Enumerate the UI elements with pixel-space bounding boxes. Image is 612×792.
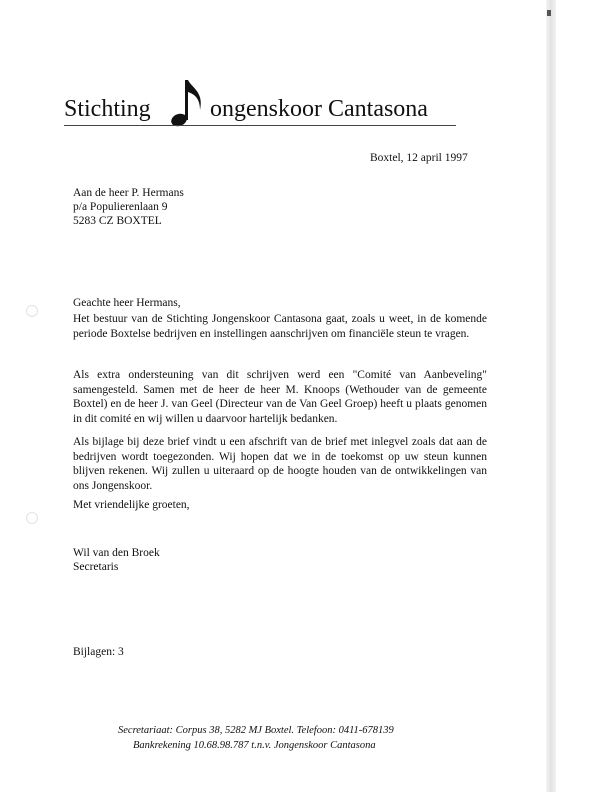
salutation: Geachte heer Hermans, xyxy=(73,297,181,309)
enclosures: Bijlagen: 3 xyxy=(73,646,124,658)
date-line: Boxtel, 12 april 1997 xyxy=(370,152,468,164)
letterhead-underline xyxy=(64,125,456,126)
paragraph-1: Het bestuur van de Stichting Jongenskoor Cantasona gaat, zoals u weet, in de komende periode Boxtelse bedrijven en instellingen aanschrijven om financiële steun te vragen. xyxy=(73,313,487,340)
address-line-3: 5283 CZ BOXTEL xyxy=(73,215,162,227)
music-note-icon xyxy=(170,76,206,128)
signature-title: Secretaris xyxy=(73,561,119,573)
letterhead xyxy=(64,76,484,132)
address-line-2: p/a Populierenlaan 9 xyxy=(73,201,168,213)
paragraph-3: Als bijlage bij deze brief vindt u een afschrift van de brief met inlegvel zoals dat aan de bedrijven wordt toegezonden. Wij hopen dat we in de toekomst op uw steun kunnen blijven rekenen. Wij zullen u uiteraard op de hoogte houden van de ontwikkelingen van ons Jongenskoor. xyxy=(73,436,487,492)
closing: Met vriendelijke groeten, xyxy=(73,499,190,511)
address-line-1: Aan de heer P. Hermans xyxy=(73,187,184,199)
letterhead-name: ongenskoor Cantasona xyxy=(210,96,428,122)
scan-edge-mark xyxy=(547,10,551,16)
scan-edge-strip xyxy=(546,0,556,792)
punch-hole-top xyxy=(26,305,38,317)
punch-hole-bottom xyxy=(26,512,38,524)
footer-line-2: Bankrekening 10.68.98.787 t.n.v. Jongenskoor Cantasona xyxy=(133,740,376,751)
letterhead-stichting: Stichting xyxy=(64,96,151,122)
footer-line-1: Secretariaat: Corpus 38, 5282 MJ Boxtel. Telefoon: 0411-678139 xyxy=(118,725,394,736)
signature-name: Wil van den Broek xyxy=(73,547,160,559)
paragraph-2: Als extra ondersteuning van dit schrijven werd een "Comité van Aanbeveling" samengesteld. Samen met de heer de heer M. Knoops (Wethouder van de gemeente Boxtel) en de heer J. van Geel (Directeur van de Van Geel Groep) heeft u plaats genomen in dit comité en wij willen u daarvoor hartelijk bedanken. xyxy=(73,369,487,425)
